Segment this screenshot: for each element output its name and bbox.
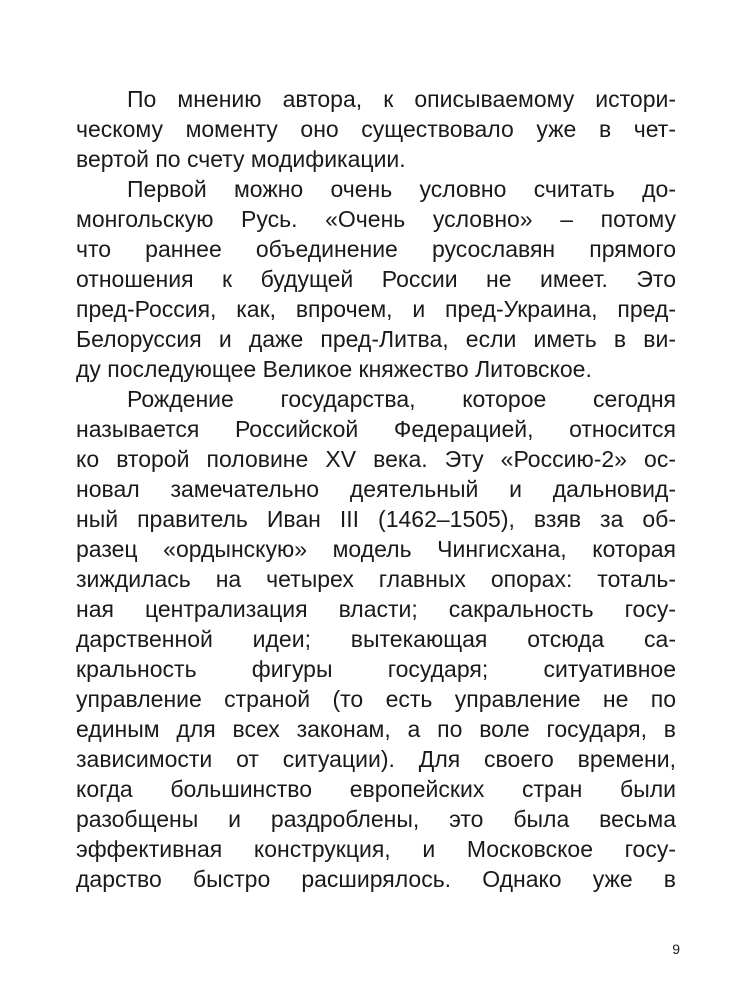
text-line: что раннее объединение русославян прямого <box>76 236 676 262</box>
text-line: зиждилась на четырех главных опорах: тоталь- <box>76 566 676 592</box>
text-line: ко второй половине XV века. Эту «Россию-2» ос- <box>76 446 676 472</box>
text-line: разец «ордынскую» модель Чингисхана, которая <box>76 536 676 562</box>
text-line: единым для всех законам, а по воле государя, в <box>76 716 676 742</box>
paragraph-2 <box>76 174 676 384</box>
paragraph-3 <box>76 384 676 894</box>
text-line: ный правитель Иван III (1462–1505), взяв за об- <box>76 506 676 532</box>
body-text <box>76 84 676 894</box>
text-line: эффективная конструкция, и Московское госу- <box>76 836 676 862</box>
text-line: зависимости от ситуации). Для своего времени, <box>76 746 676 772</box>
text-line: ческому моменту оно существовало уже в чет- <box>76 116 676 142</box>
paragraph-1 <box>76 84 676 174</box>
text-line: вертой по счету модификации. <box>76 146 406 172</box>
text-line: кральность фигуры государя; ситуативное <box>76 656 676 682</box>
text-line: дарственной идеи; вытекающая отсюда са- <box>76 626 676 652</box>
text-line: пред-Россия, как, впрочем, и пред-Украина, пред- <box>76 296 676 322</box>
text-line: отношения к будущей России не имеет. Это <box>76 266 676 292</box>
text-line: разобщены и раздроблены, это была весьма <box>76 806 676 832</box>
text-line: новал замечательно деятельный и дальновид- <box>76 476 676 502</box>
text-line: ная централизация власти; сакральность госу- <box>76 596 676 622</box>
text-line: когда большинство европейских стран были <box>76 776 676 802</box>
text-line: дарство быстро расширялось. Однако уже в <box>76 866 676 892</box>
text-line: монгольскую Русь. «Очень условно» – потому <box>76 206 676 232</box>
text-line: управление страной (то есть управление не по <box>76 686 676 712</box>
text-line: По мнению автора, к описываемому истори- <box>127 86 676 112</box>
page-number: 9 <box>672 941 680 957</box>
text-line: Белоруссия и даже пред-Литва, если иметь в ви- <box>76 326 676 352</box>
text-line: ду последующее Великое княжество Литовское. <box>76 356 592 382</box>
text-line: называется Российской Федерацией, относится <box>76 416 676 442</box>
text-line: Рождение государства, которое сегодня <box>127 386 676 412</box>
text-line: Первой можно очень условно считать до- <box>127 176 676 202</box>
